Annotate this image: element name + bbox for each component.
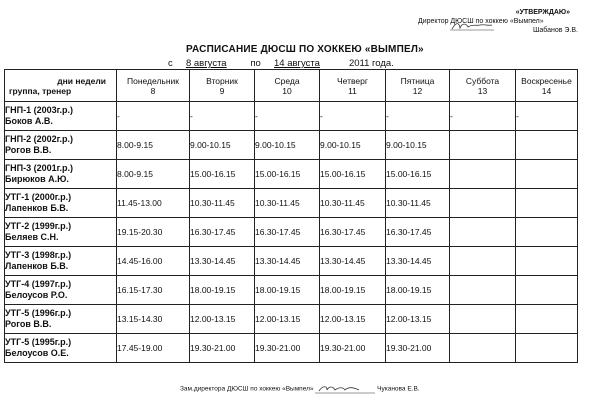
date-range [168,58,394,69]
table-header-row [5,70,578,102]
time-cell: 18.00-19.15 [386,276,450,305]
day-header: Среда 10 [255,70,320,102]
group-name: ГНП-3 (2001г.р.) [5,163,73,173]
time-cell: - [255,102,320,131]
time-cell [450,305,516,334]
time-cell: 12.00-13.15 [190,305,255,334]
date-to: 14 августа [274,58,320,69]
time-cell: 13.15-14.30 [117,305,190,334]
time-cell [450,131,516,160]
group-cell [5,247,117,276]
group-cell [5,218,117,247]
group-cell [5,160,117,189]
time-cell [450,218,516,247]
day-header: Понедельник 8 [117,70,190,102]
footer-signature [180,384,420,394]
time-cell: 15.00-16.15 [190,160,255,189]
table-row [5,131,578,160]
footer-role: Зам.директора ДЮСШ по хоккею «Вымпел» [180,385,314,393]
time-cell: - [320,102,386,131]
coach-name: Боков А.В. [5,116,53,126]
time-cell: 17.45-19.00 [117,334,190,363]
time-cell [450,160,516,189]
group-name: ГНП-1 (2003г.р.) [5,105,73,115]
approval-heading: «УТВЕРЖДАЮ» [515,9,570,16]
corner-header [5,70,117,102]
table-row [5,160,578,189]
time-cell: 13.30-14.45 [190,247,255,276]
time-cell: 10.30-11.45 [255,189,320,218]
time-cell: 16.30-17.45 [190,218,255,247]
time-cell: 12.00-13.15 [255,305,320,334]
group-name: УТГ-4 (1997г.р.) [5,279,72,289]
time-cell [516,247,578,276]
time-cell: 13.30-14.45 [255,247,320,276]
time-cell: 18.00-19.15 [320,276,386,305]
time-cell: 8.00-9.15 [117,160,190,189]
time-cell: 14.45-16.00 [117,247,190,276]
group-cell [5,131,117,160]
time-cell: 19.30-21.00 [386,334,450,363]
time-cell: - [190,102,255,131]
time-cell [516,160,578,189]
time-cell: 16.30-17.45 [320,218,386,247]
time-cell: 16.30-17.45 [255,218,320,247]
coach-name: Лапенков Б.В. [5,203,69,213]
time-cell [450,334,516,363]
group-cell [5,334,117,363]
director-signature-icon [450,20,494,32]
coach-name: Рогов В.В. [5,145,52,155]
day-header: Вторник 9 [190,70,255,102]
time-cell [516,305,578,334]
time-cell: 15.00-16.15 [386,160,450,189]
table-row [5,334,578,363]
time-cell: 16.15-17.30 [117,276,190,305]
day-header: Воскресенье 14 [516,70,578,102]
deputy-signature-icon [315,384,375,394]
date-from-label: с [168,58,173,69]
group-name: УТГ-2 (1999г.р.) [5,221,72,231]
group-name: УТГ-3 (1998г.р.) [5,250,72,260]
time-cell: - [516,102,578,131]
group-cell [5,305,117,334]
time-cell: 18.00-19.15 [190,276,255,305]
group-name: УТГ-1 (2000г.р.) [5,192,72,202]
date-to-label: по [250,58,261,69]
approval-signature-line [418,26,578,35]
page-title: РАСПИСАНИЕ ДЮСШ ПО ХОККЕЮ «ВЫМПЕЛ» [186,44,424,55]
time-cell: 10.30-11.45 [320,189,386,218]
time-cell: 12.00-13.15 [386,305,450,334]
time-cell: 9.00-10.15 [255,131,320,160]
date-year: 2011 года. [348,58,394,69]
group-cell [5,189,117,218]
time-cell: 15.00-16.15 [255,160,320,189]
time-cell: 13.30-14.45 [386,247,450,276]
time-cell: 9.00-10.15 [190,131,255,160]
time-cell: 10.30-11.45 [190,189,255,218]
approval-block [418,8,578,35]
time-cell: - [117,102,190,131]
time-cell: 12.00-13.15 [320,305,386,334]
time-cell: 8.00-9.15 [117,131,190,160]
coach-name: Бирюков А.Ю. [5,174,69,184]
coach-name: Белоусов Р.О. [5,290,68,300]
time-cell [516,131,578,160]
time-cell [516,189,578,218]
time-cell: - [450,102,516,131]
group-name: УТГ-5 (1995г.р.) [5,337,72,347]
time-cell: 19.30-21.00 [320,334,386,363]
time-cell: 13.30-14.45 [320,247,386,276]
group-cell [5,102,117,131]
director-name: Шабанов Э.В. [532,27,578,34]
time-cell [516,218,578,247]
coach-name: Беляев С.Н. [5,232,59,242]
coach-name: Лапенков Б.В. [5,261,69,271]
group-cell [5,276,117,305]
day-header: Суббота 13 [450,70,516,102]
table-row [5,218,578,247]
time-cell: 10.30-11.45 [386,189,450,218]
time-cell: 11.45-13.00 [117,189,190,218]
table-row [5,305,578,334]
group-axis-label: группа, тренер [9,86,72,96]
time-cell: 18.00-19.15 [255,276,320,305]
day-header: Пятница 12 [386,70,450,102]
time-cell [450,276,516,305]
time-cell: 19.30-21.00 [255,334,320,363]
approval-position: Директор ДЮСШ по хоккею «Вымпел» [418,18,544,25]
coach-name: Рогов В.В. [5,319,52,329]
time-cell [516,276,578,305]
time-cell: 9.00-10.15 [386,131,450,160]
time-cell: - [386,102,450,131]
table-row [5,276,578,305]
time-cell [516,334,578,363]
days-axis-label: дни недели [57,76,106,86]
time-cell [450,247,516,276]
coach-name: Белоусов О.Е. [5,348,69,358]
group-name: УТГ-5 (1996г.р.) [5,308,72,318]
table-row [5,102,578,131]
date-from: 8 августа [185,58,227,69]
group-name: ГНП-2 (2002г.р.) [5,134,73,144]
schedule-table [4,69,578,363]
time-cell: 9.00-10.15 [320,131,386,160]
table-row [5,247,578,276]
table-row [5,189,578,218]
time-cell: 19.30-21.00 [190,334,255,363]
time-cell: 19.15-20.30 [117,218,190,247]
day-header: Четверг 11 [320,70,386,102]
time-cell [450,189,516,218]
time-cell: 15.00-16.15 [320,160,386,189]
footer-name: Чуканова Е.В. [377,385,420,393]
time-cell: 16.30-17.45 [386,218,450,247]
